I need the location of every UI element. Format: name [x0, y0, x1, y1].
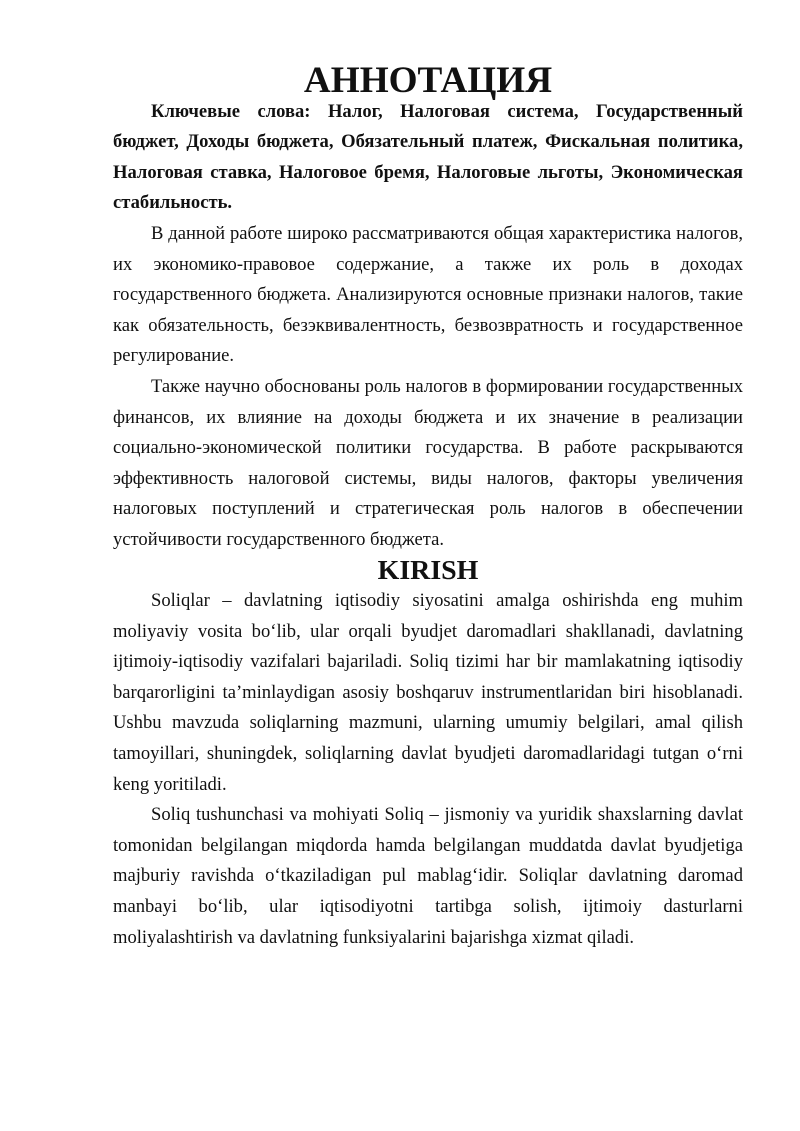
keywords-paragraph: Ключевые слова: Налог, Налоговая система, Государственный бюджет, Доходы бюджета, Обязательный платеж, Фискальная политика, Налоговая ставка, Налоговое бремя, Налоговые льготы, Экономическая стабильность. [113, 100, 743, 214]
introduction-heading: KIRISH [377, 554, 479, 586]
annotation-paragraph-2: Также научно обоснованы роль налогов в формировании государственных финансов, их влияние на доходы бюджета и их значение в реализации социально-экономической политики государства. В работе раскрываются эффективность налоговой системы, виды налогов, факторы увеличения налоговых поступлений и стратегическая роль налогов в обеспечении устойчивости государственного бюджета. [113, 375, 743, 550]
document-page [113, 60, 743, 953]
introduction-paragraph-2: Soliq tushunchasi va mohiyati Soliq – jismoniy va yuridik shaxslarning davlat tomonidan belgilangan miqdorda hamda belgilangan muddatda davlat byudjetiga majburiy ravishda o‘tkaziladigan pul mablag‘idir. Soliqlar davlatning daromad manbayi bo‘lib, ular iqtisodiyotni tartibga solish, ijtimoiy dasturlarni moliyalashtirish va davlatning funksiyalarini bajarishga xizmat qiladi. [113, 804, 743, 948]
annotation-heading: АННОТАЦИЯ [303, 60, 553, 101]
annotation-paragraph-1: В данной работе широко рассматриваются общая характеристика налогов, их экономико-правовое содержание, а также их роль в доходах государственного бюджета. Анализируются основные признаки налогов, такие как обязательность, безэквивалентность, безвозвратность и государственное регулирование. [113, 222, 743, 367]
introduction-paragraph-1: Soliqlar – davlatning iqtisodiy siyosatini amalga oshirishda eng muhim moliyaviy vosita bo‘lib, ular orqali byudjet daromadlari shakllanadi, davlatning ijtimoiy-iqtisodiy vazifalari bajariladi. Soliq tizimi har bir mamlakatning iqtisodiy barqarorligini ta’minlaydigan asosiy boshqaruv instrumentlaridan biri hisoblanadi. Ushbu mavzuda soliqlarning mazmuni, ularning umumiy belgilari, amal qilish tamoyillari, shuningdek, soliqlarning davlat byudjeti daromadlaridagi tutgan o‘rni keng yoritiladi. [113, 590, 743, 795]
